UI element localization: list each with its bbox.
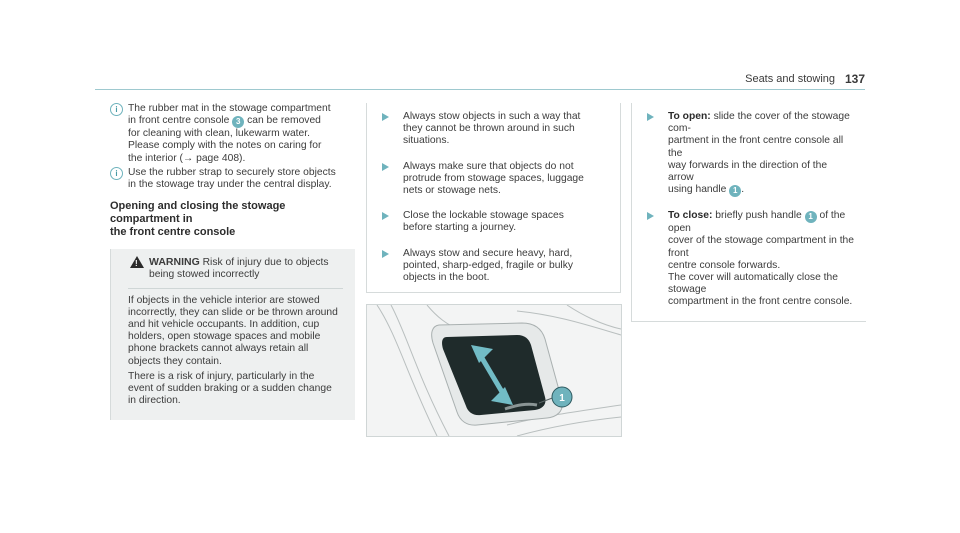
info-note	[110, 103, 355, 165]
bullet-text: protrude from stowage spaces, luggage	[403, 172, 584, 184]
warning-text: incorrectly, they can slide or be thrown around	[128, 306, 338, 318]
list-item	[377, 248, 610, 285]
step-text: partment in the front centre console all the	[668, 135, 844, 159]
bullet-text: Always make sure that objects do not	[403, 160, 574, 172]
warning-header	[128, 256, 343, 288]
warning-paragraph	[128, 371, 343, 408]
note-line: the interior (→ page 408).	[128, 152, 246, 164]
warning-text: event of sudden braking or a sudden change	[128, 383, 332, 395]
warning-text: holders, open stowage spaces and mobile	[128, 331, 321, 343]
note-line: in the stowage tray under the central display.	[128, 179, 332, 191]
bullet-text: nets or stowage nets.	[403, 185, 501, 197]
step-line	[668, 111, 854, 135]
console-drawing	[367, 305, 621, 436]
step-text: compartment in the front centre console.	[668, 296, 853, 308]
column-left	[110, 103, 355, 420]
note-line	[128, 115, 355, 128]
warning-bullets	[366, 103, 621, 293]
note-text: can be removed	[247, 115, 321, 127]
warning-box	[110, 249, 355, 420]
warning-paragraph	[128, 295, 343, 368]
warning-text: There is a risk of injury, particularly in the	[128, 370, 315, 382]
callout-badge: 3	[232, 116, 244, 128]
step-open	[642, 111, 854, 197]
bullet-arrow-icon	[382, 250, 389, 258]
step-text: using handle	[668, 184, 727, 196]
page-number: 137	[844, 72, 865, 86]
heading-line: the front centre console	[110, 226, 236, 239]
bullet-text: before starting a journey.	[403, 222, 517, 234]
column-middle	[366, 103, 621, 319]
warning-text: objects they contain.	[128, 355, 222, 367]
warning-title-rest: Risk of injury due to objects	[199, 257, 329, 269]
note-line: Use the rubber strap to securely store objects	[128, 166, 336, 178]
column-right	[631, 103, 866, 322]
warning-line: being stowed incorrectly	[149, 269, 260, 281]
step-text: .	[741, 184, 745, 196]
bullet-arrow-icon	[382, 212, 389, 220]
bullet-text: Close the lockable stowage spaces	[403, 210, 564, 222]
step-text: briefly push handle	[712, 210, 802, 222]
step-label: To open:	[668, 111, 711, 122]
bullet-arrow-icon	[382, 113, 389, 121]
warning-text: phone brackets cannot always retain all	[128, 343, 309, 355]
info-icon: i	[110, 103, 123, 116]
note-line: Please comply with the notes on caring for	[128, 140, 322, 152]
note-line: The rubber mat in the stowage compartment	[128, 103, 331, 114]
warning-text: and hit vehicle occupants. In addition, cup	[128, 319, 320, 331]
steps-box	[631, 103, 866, 322]
step-text: of the open	[668, 210, 846, 235]
bullet-text: Always stow objects in such a way that	[403, 111, 581, 122]
bullet-text: pointed, sharp-edged, fragile or bulky	[403, 259, 574, 271]
warning-text: in direction.	[128, 395, 181, 407]
bullet-arrow-icon	[647, 113, 654, 121]
step-label: To close:	[668, 210, 713, 222]
step-text: The cover will automatically close the stowage	[668, 272, 838, 296]
note-line: for cleaning with clean, lukewarm water.	[128, 128, 310, 140]
header-rule	[95, 89, 865, 90]
list-item	[377, 210, 610, 234]
step-text: centre console forwards.	[668, 259, 781, 271]
bullet-text: Always stow and secure heavy, hard,	[403, 247, 573, 259]
warning-triangle-icon: !	[130, 256, 144, 268]
bullet-arrow-icon	[382, 163, 389, 171]
warning-title: WARNING	[149, 256, 200, 269]
bullet-text: situations.	[403, 135, 450, 147]
callout-number: 1	[559, 393, 565, 404]
header-title: Seats and stowing	[745, 73, 835, 85]
callout-badge: 1	[805, 211, 817, 223]
step-line	[668, 210, 854, 235]
list-item	[377, 111, 610, 148]
note-text: in front centre console	[128, 115, 230, 127]
heading-line: Opening and closing the stowage compartment in	[110, 200, 286, 226]
warning-line	[149, 256, 343, 269]
step-close	[642, 210, 854, 308]
info-icon: i	[110, 167, 123, 180]
section-heading	[110, 200, 355, 239]
step-line	[668, 184, 854, 197]
bullet-text: they cannot be thrown around in such	[403, 123, 575, 135]
step-text: slide the cover of the stowage com-	[668, 111, 850, 135]
bullet-arrow-icon	[647, 212, 654, 220]
bullet-text: objects in the boot.	[403, 272, 490, 284]
step-text: way forwards in the direction of the arrow	[668, 159, 828, 184]
list-item	[377, 161, 610, 198]
callout-badge: 1	[729, 185, 741, 197]
info-note	[110, 167, 355, 191]
stowage-compartment-illustration	[366, 304, 622, 437]
page-header	[95, 72, 865, 90]
step-text: cover of the stowage compartment in the front	[668, 235, 855, 259]
warning-text: If objects in the vehicle interior are stowed	[128, 294, 320, 306]
